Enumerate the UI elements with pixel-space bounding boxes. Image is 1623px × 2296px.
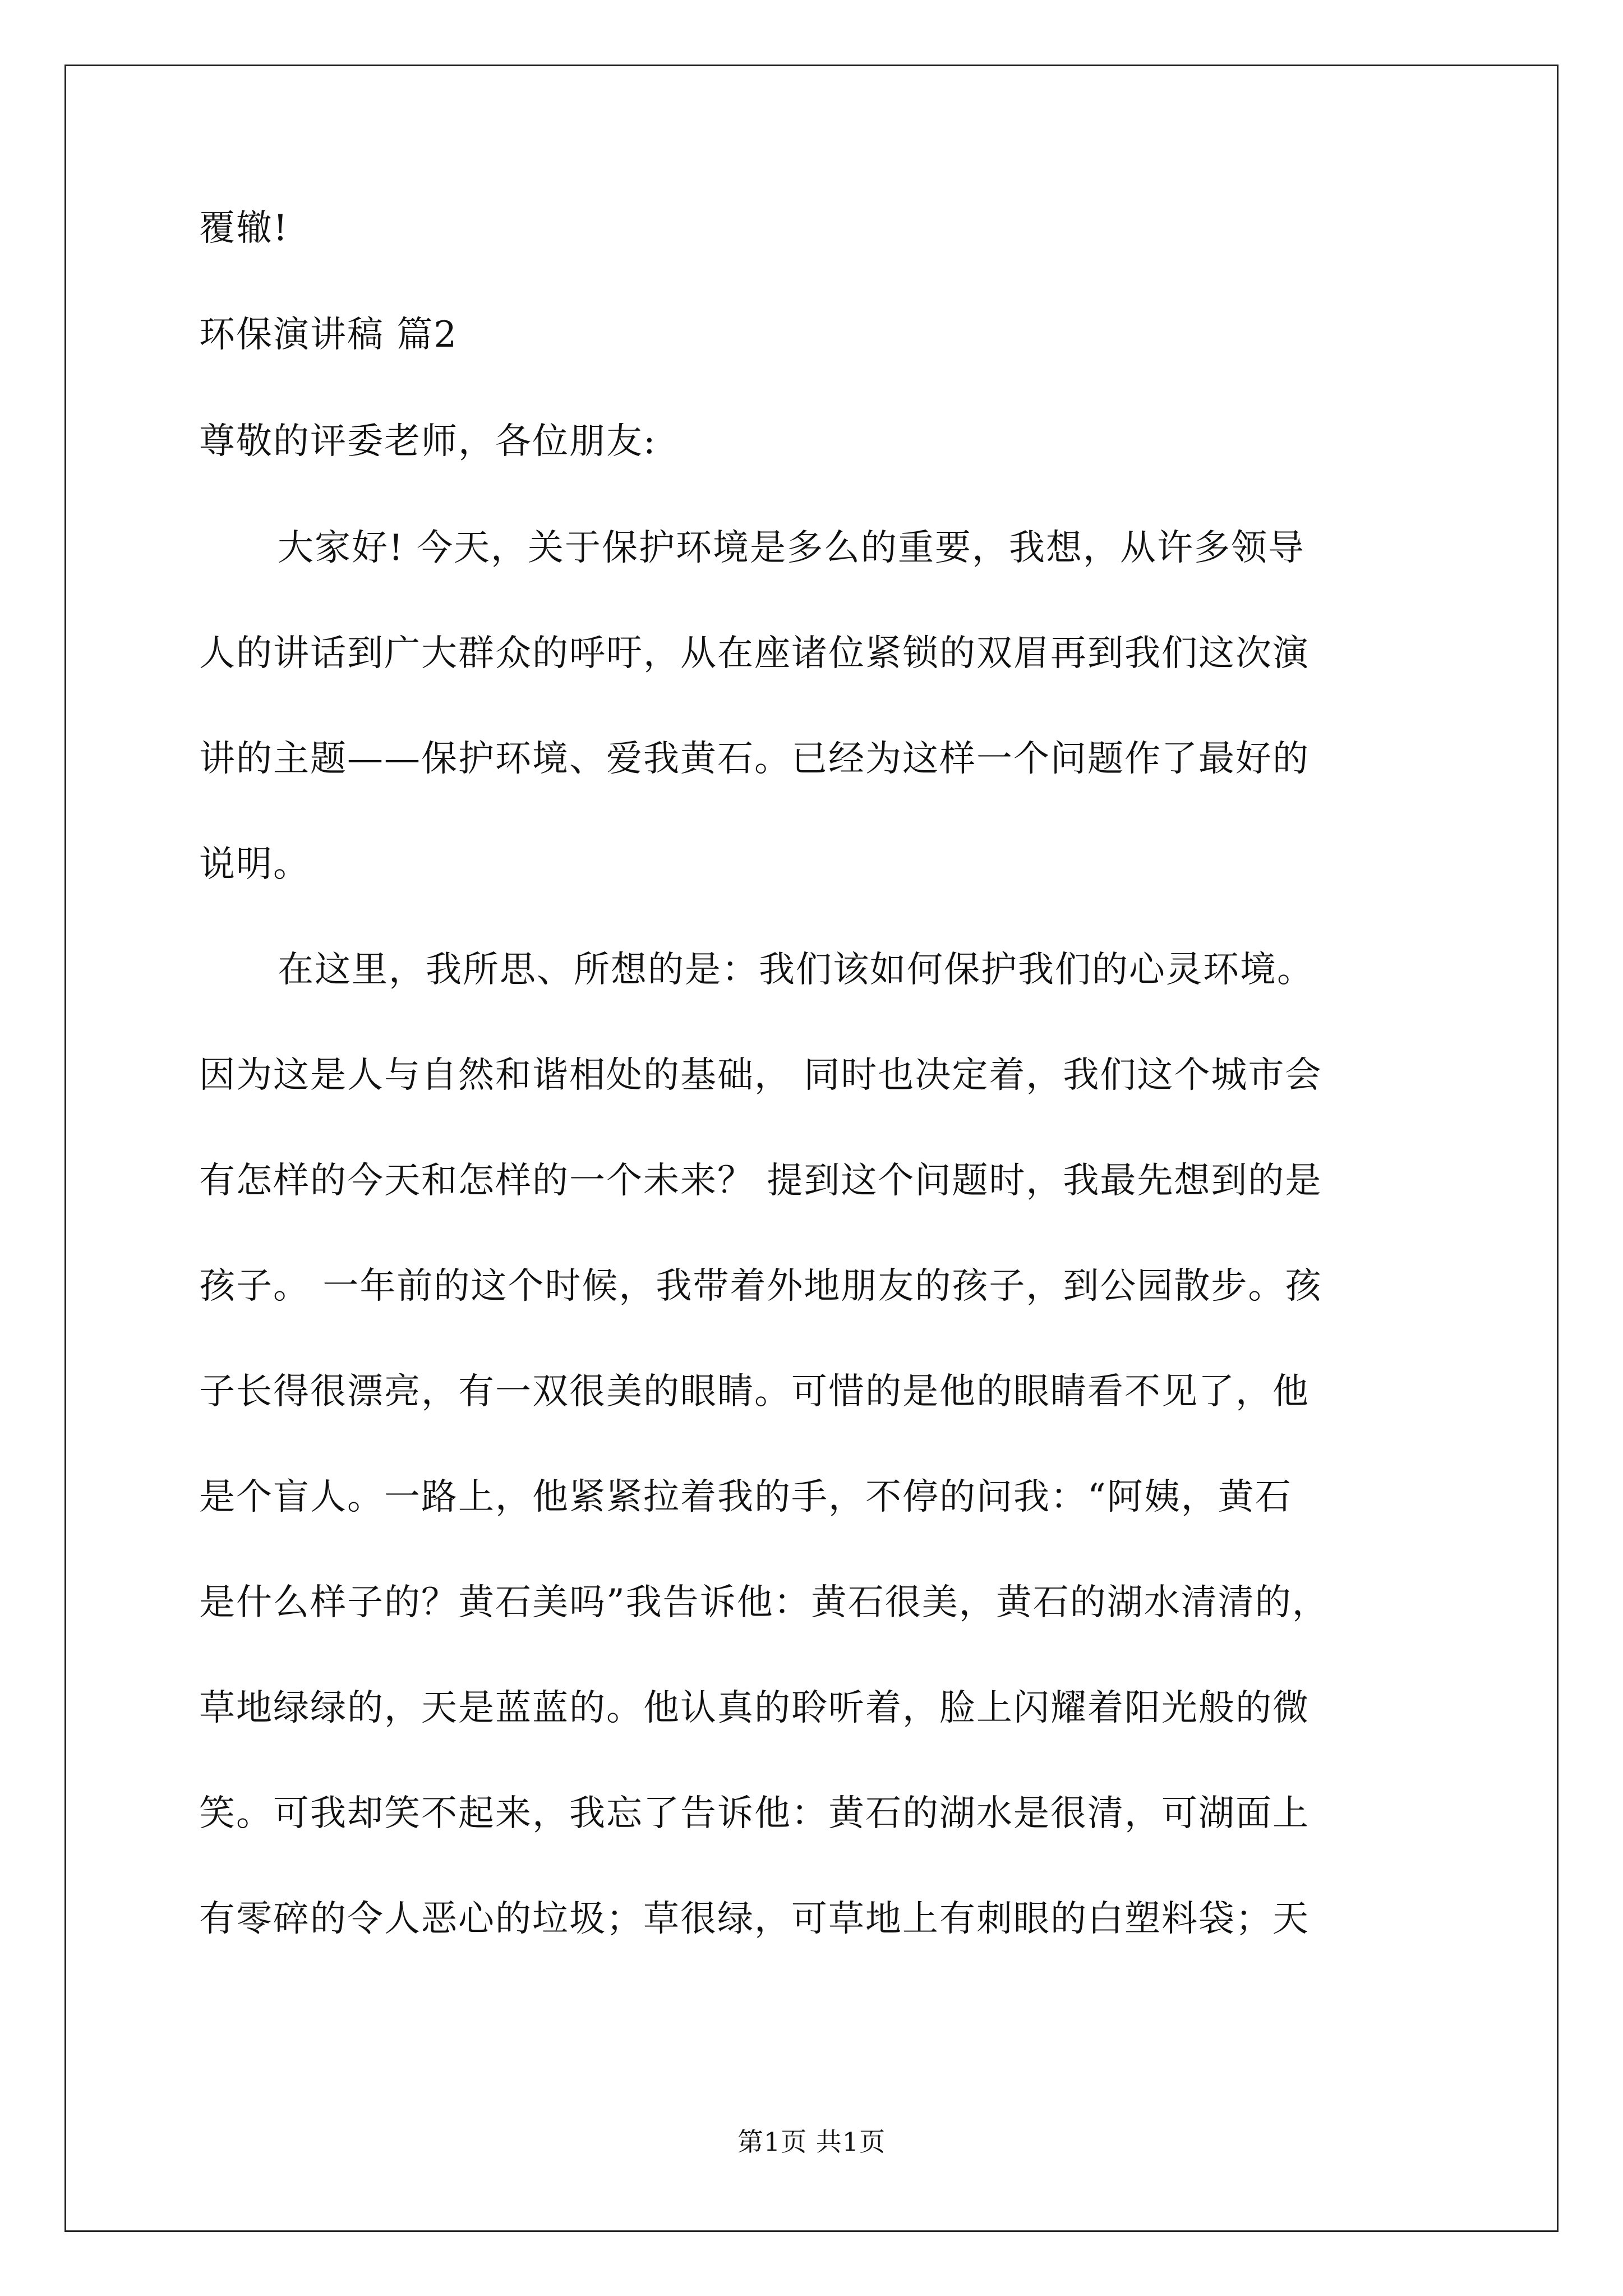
paragraph-line: 因为这是人与自然和谐相处的基础， 同时也决定着，我们这个城市会 [199, 1055, 1322, 1096]
paragraph-line: 笑。可我却笑不起来，我忘了告诉他：黄石的湖水是很清，可湖面上 [199, 1793, 1310, 1834]
paragraph-line: 有零碎的令人恶心的垃圾；草很绿，可草地上有刺眼的白塑料袋；天 [199, 1898, 1310, 1940]
text-line: 覆辙! [199, 208, 289, 249]
salutation: 尊敬的评委老师，各位朋友: [199, 421, 657, 462]
section-heading: 环保演讲稿 篇2 [199, 314, 458, 356]
paragraph-line: 人的讲话到广大群众的呼吁，从在座诸位紧锁的双眉再到我们这次演 [199, 633, 1310, 674]
page-footer: 第1页 共1页 [737, 2127, 886, 2157]
paragraph-line: 说明。 [199, 844, 310, 885]
paragraph-line: 孩子。 一年前的这个时候，我带着外地朋友的孩子，到公园散步。孩 [199, 1266, 1322, 1307]
paragraph-line: 大家好! 今天，关于保护环境是多么的重要，我想，从许多领导 [278, 527, 1306, 569]
paragraph-line: 草地绿绿的，天是蓝蓝的。他认真的聆听着，脸上闪耀着阳光般的微 [199, 1687, 1310, 1729]
paragraph-line: 子长得很漂亮，有一双很美的眼睛。可惜的是他的眼睛看不见了，他 [199, 1371, 1310, 1412]
paragraph-line: 是什么样子的？黄石美吗”我告诉他：黄石很美，黄石的湖水清清的， [199, 1582, 1329, 1623]
paragraph-line: 在这里，我所思、所想的是：我们该如何保护我们的心灵环境。 [278, 949, 1314, 991]
paragraph-line: 是个盲人。一路上，他紧紧拉着我的手，不停的问我：“阿姨，黄石 [199, 1476, 1292, 1518]
paragraph-line: 讲的主题——保护环境、爱我黄石。已经为这样一个问题作了最好的 [199, 738, 1310, 780]
paragraph-line: 有怎样的今天和怎样的一个未来？ 提到这个问题时，我最先想到的是 [199, 1160, 1322, 1202]
document-body [199, 208, 1422, 1940]
